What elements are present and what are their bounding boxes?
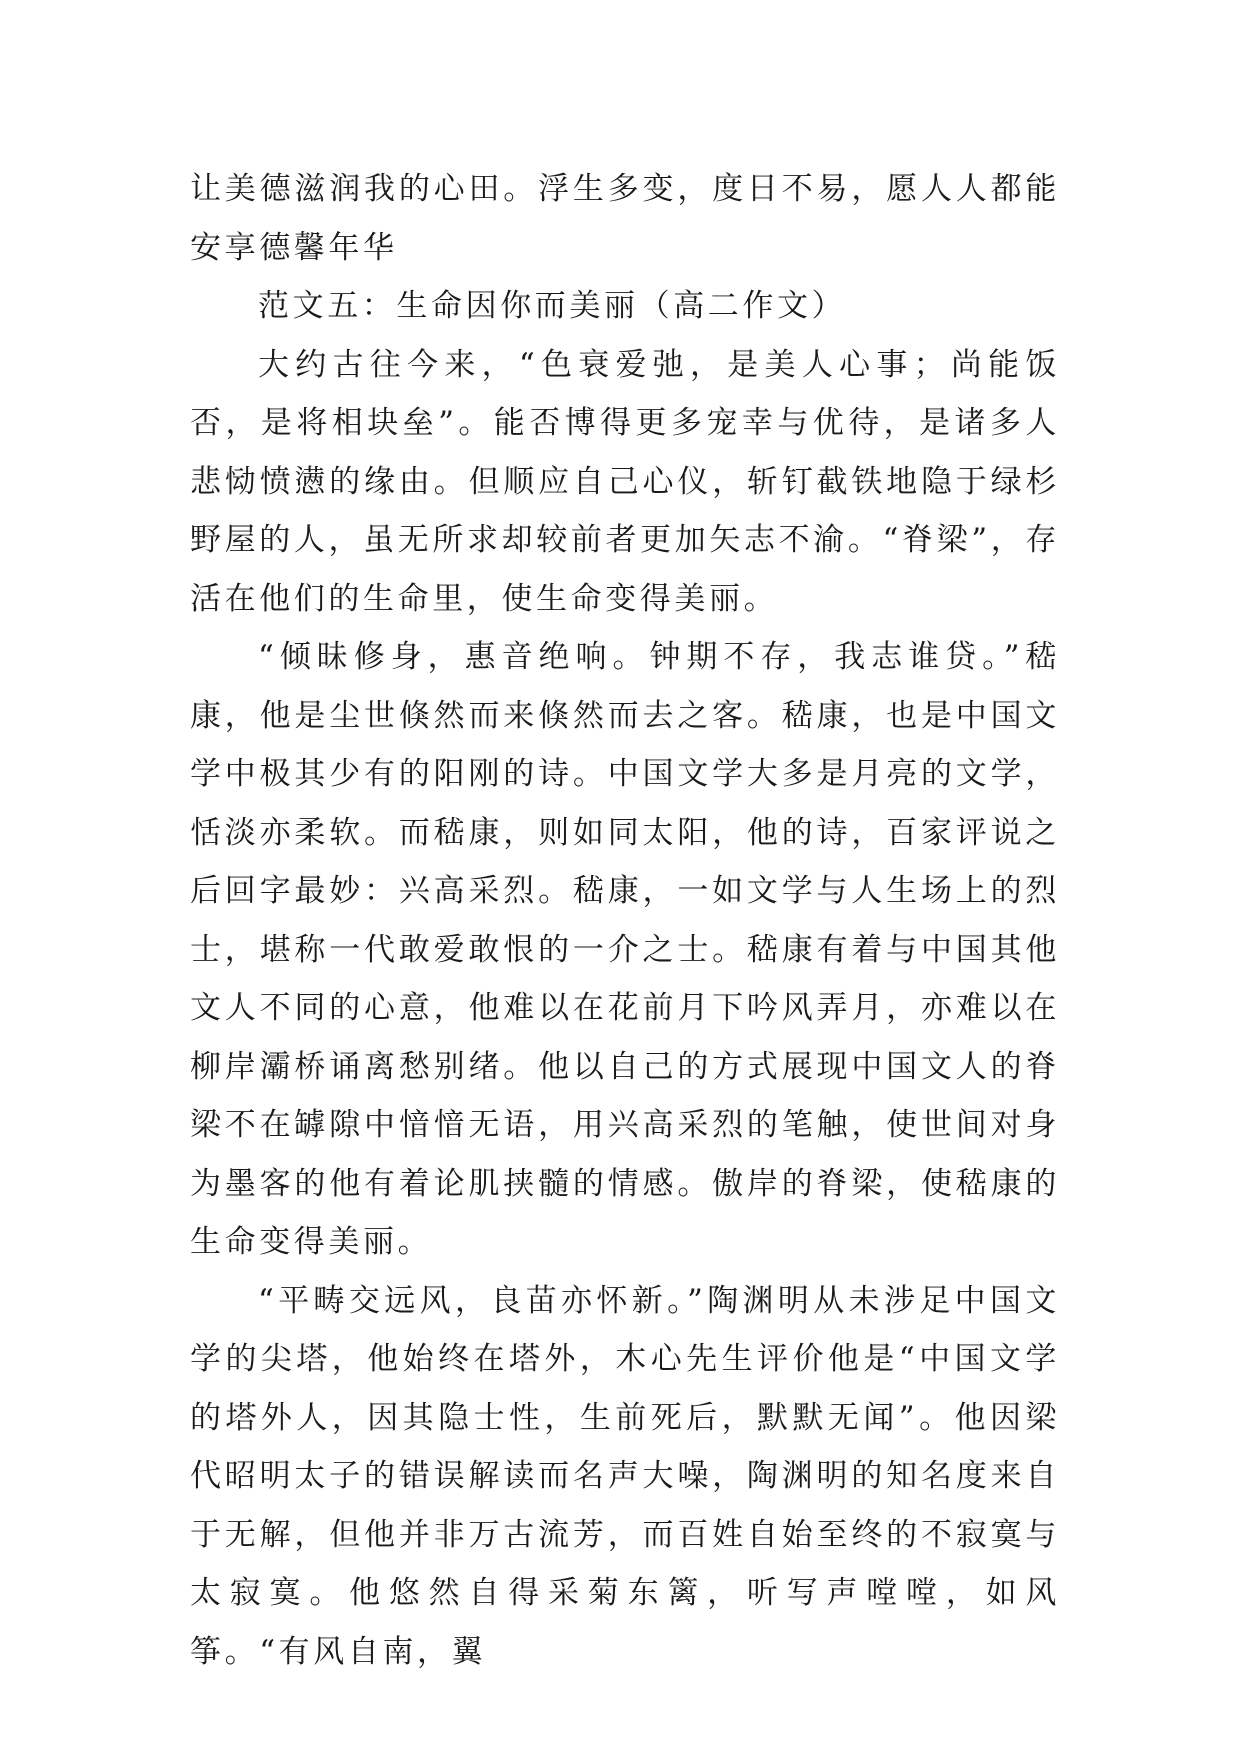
paragraph-continuation: 让美德滋润我的心田。浮生多变，度日不易，愿人人都能安享德馨年华 <box>190 171 1060 266</box>
paragraph-intro: 大约古往今来，“色衰爱弛，是美人心事；尚能饭否，是将相块垒”。能否博得更多宠幸与优待，是诸多人悲恸愤懑的缘由。但顺应自己心仪，斩钉截铁地隐于绿杉野屋的人，虽无所求却较前者更加矢志不渝。“脊梁”，存活在他们的生命里，使生命变得美丽。 <box>190 346 1060 617</box>
paragraph-tao-yuanming: “平畴交远风，良苗亦怀新。”陶渊明从未涉足中国文学的尖塔，他始终在塔外，木心先生评价他是“中国文学的塔外人，因其隐士性，生前死后，默默无闻”。他因梁代昭明太子的错误解读而名声大噪，陶渊明的知名度来自于无解，但他并非万古流芳，而百姓自始至终的不寂寞与太寂寞。他悠然自得采菊东篱，听写声嘡嘡，如风筝。“有风自南，翼 <box>190 1282 1060 1670</box>
section-heading: 范文五：生命因你而美丽（高二作文） <box>258 288 847 324</box>
document-body <box>190 160 1060 1681</box>
paragraph-ji-kang: “倾昧修身，惠音绝响。钟期不存，我志谁贷。”嵇康，他是尘世倏然而来倏然而去之客。嵇康，也是中国文学中极其少有的阳刚的诗。中国文学大多是月亮的文学，恬淡亦柔软。而嵇康，则如同太阳，他的诗，百家评说之后回字最妙：兴高采烈。嵇康，一如文学与人生场上的烈士，堪称一代敢爱敢恨的一介之士。嵇康有着与中国其他文人不同的心意，他难以在花前月下吟风弄月，亦难以在柳岸灞桥诵离愁别绪。他以自己的方式展现中国文人的脊梁不在罅隙中愔愔无语，用兴高采烈的笔触，使世间对身为墨客的他有着论肌挟髓的情感。傲岸的脊梁，使嵇康的生命变得美丽。 <box>190 639 1060 1260</box>
